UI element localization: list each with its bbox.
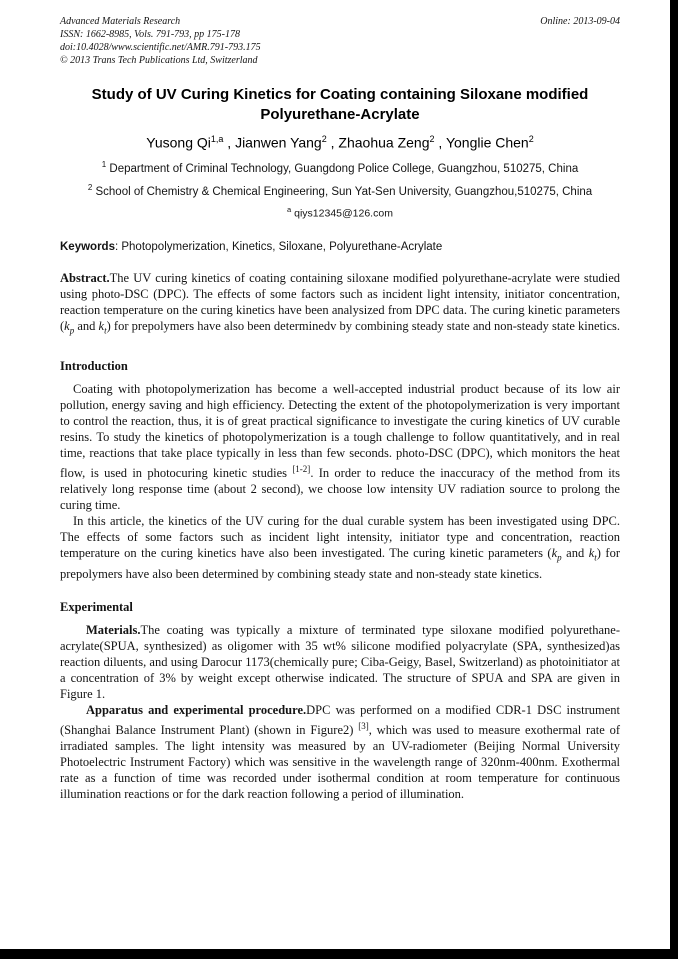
abstract-label: Abstract. (60, 270, 110, 285)
copyright-line: © 2013 Trans Tech Publications Ltd, Switzerland (60, 55, 258, 66)
paragraph-text: Coating with photopolymerization has become a well-accepted industrial product because of its low air pollution, energy saving and high efficiency. Detecting the extent of the photopolymerization is very important to control the reaction, thus, it is of great practical significance to investigate the curing kinetics of UV curable resins. To study the kinetics of photopolymerization is a tough challenge to follow quantitatively, and in real time, reactions that take place typically in less than few seconds. photo-DSC (DPC), which monitors the heat flow, is used in photocuring kinetic studies (60, 382, 620, 481)
paragraph-text: The coating was typically a mixture of terminated type siloxane modified polyurethane-acrylate(SPUA, synthesized) as oligomer with 35 wt% silicone modified polyacrylate (SPA, synthesized)as reaction diluents, and using Darocur 1173(chemically pure; Ciba-Geigy, Basel, Switzerland) as photoinitiator at a concentration of 3% by weight except otherwise indicated. The structure of SPUA and SPA are given in Figure 1. (60, 622, 620, 701)
issn-line: ISSN: 1662-8985, Vols. 791-793, pp 175-178 (60, 29, 240, 40)
abstract-text: ) for prepolymers have also been determinedv by combining steady state and non-steady state kinetics. (106, 318, 621, 333)
author-affiliation-mark: 1,a (210, 134, 224, 144)
keywords-text: : Photopolymerization, Kinetics, Siloxane, Polyurethane-Acrylate (114, 240, 443, 253)
doi-line: doi:10.4028/www.scientific.net/AMR.791-793.175 (60, 42, 261, 53)
author-separator: , (223, 134, 236, 151)
affiliation-text: School of Chemistry & Chemical Engineering, Sun Yat-Sen University, Guangzhou,510275, China (92, 186, 593, 199)
keywords-label: Keywords (60, 240, 115, 253)
section-heading-introduction: Introduction (60, 359, 128, 374)
paragraph-text: . In order to reduce the inaccuracy of the method from its relatively long response time (about 2 second), we choose low intensity UV radiation source to prolong the curing time. (60, 466, 621, 513)
kinetic-parameter-kp-sub: p (69, 325, 75, 336)
materials-paragraph (60, 622, 620, 702)
author-name: Zhaohua Zeng (338, 134, 430, 151)
materials-label: Materials. (86, 622, 141, 637)
author-separator: , (434, 134, 446, 151)
paragraph-text: and (561, 546, 589, 561)
kinetic-parameter-kp: k (551, 546, 558, 561)
paragraph-text: In this article, the kinetics of the UV curing for the dual curable system has been investigated using DPC. The effects of some factors such as incident light intensity, initiator type and concentration, reaction temperature on the curing kinetics have also been investigated. The curing kinetic parameters ( (60, 514, 620, 561)
kinetic-parameter-kt: k (98, 318, 105, 333)
kinetic-parameter-kt: k (588, 546, 595, 561)
author-email (60, 205, 620, 220)
affiliation-2 (60, 183, 620, 198)
journal-info (60, 15, 261, 67)
affiliation-text: Department of Criminal Technology, Guangdong Police College, Guangzhou, 510275, China (106, 162, 579, 175)
paper-title: Study of UV Curing Kinetics for Coating containing Siloxane modified Polyurethane-Acrylate (91, 86, 589, 123)
section-heading-experimental: Experimental (60, 599, 133, 614)
online-date: Online: 2013-09-04 (540, 16, 620, 27)
apparatus-paragraph (60, 702, 620, 802)
email-mark: a (287, 205, 292, 215)
keywords-line (60, 241, 620, 253)
citation-ref-3: [3] (358, 720, 369, 731)
paragraph-text: , which was used to measure exothermal rate of irradiated samples. The light intensity was measured by an UV-radiometer (Beijing Normal University Photoelectric Instrument Factory) which was sensitive in the wavelength range of 320nm-400nm. Exothermal rate as a function of time was recorded under isothermal condition at room temperature for continuous illumination reactions or for the dark reaction following a period of illumination. (60, 723, 621, 802)
author-affiliation-mark: 2 (528, 134, 534, 144)
kinetic-parameter-kt-sub: t (104, 325, 107, 336)
abstract-paragraph (60, 270, 620, 339)
citation-ref-1-2: [1-2] (292, 464, 311, 475)
introduction-paragraph-2 (60, 513, 620, 582)
abstract-text: The UV curing kinetics of coating containing siloxane modified polyurethane-acrylate were studied using photo-DSC (DPC). The effects of some factors such as incident light intensity, initiator concentration, reaction temperature on the curing kinetics have been analysized from DPC data. The curing kinetic parameters ( (60, 270, 620, 333)
author-name: Yusong Qi (146, 134, 211, 151)
journal-header (60, 15, 620, 67)
paragraph-text: DPC was performed on a modified CDR-1 DSC instrument (Shanghai Balance Instrument Plant) (shown in Figure2) (60, 702, 621, 738)
journal-name: Advanced Materials Research (60, 16, 181, 27)
kinetic-parameter-kp-sub: p (557, 552, 562, 563)
introduction-paragraph-1 (60, 381, 620, 513)
affiliation-mark: 1 (101, 159, 107, 169)
kinetic-parameter-kt-sub: t (594, 552, 597, 563)
author-affiliation-mark: 2 (321, 134, 327, 144)
affiliation-mark: 2 (87, 183, 93, 193)
apparatus-label: Apparatus and experimental procedure. (86, 702, 307, 717)
authors-line (60, 134, 620, 151)
author-affiliation-mark: 2 (429, 134, 435, 144)
kinetic-parameter-kp: k (64, 318, 70, 333)
author-separator: , (326, 134, 339, 151)
author-name: Jianwen Yang (235, 134, 322, 151)
email-text: qiys12345@126.com (291, 207, 393, 220)
paragraph-text: ) for prepolymers have also been determined by combining steady state and non-steady state kinetics. (60, 546, 620, 581)
affiliation-1 (60, 160, 620, 175)
author-name: Yonglie Chen (445, 134, 529, 151)
abstract-text: and (74, 318, 99, 333)
